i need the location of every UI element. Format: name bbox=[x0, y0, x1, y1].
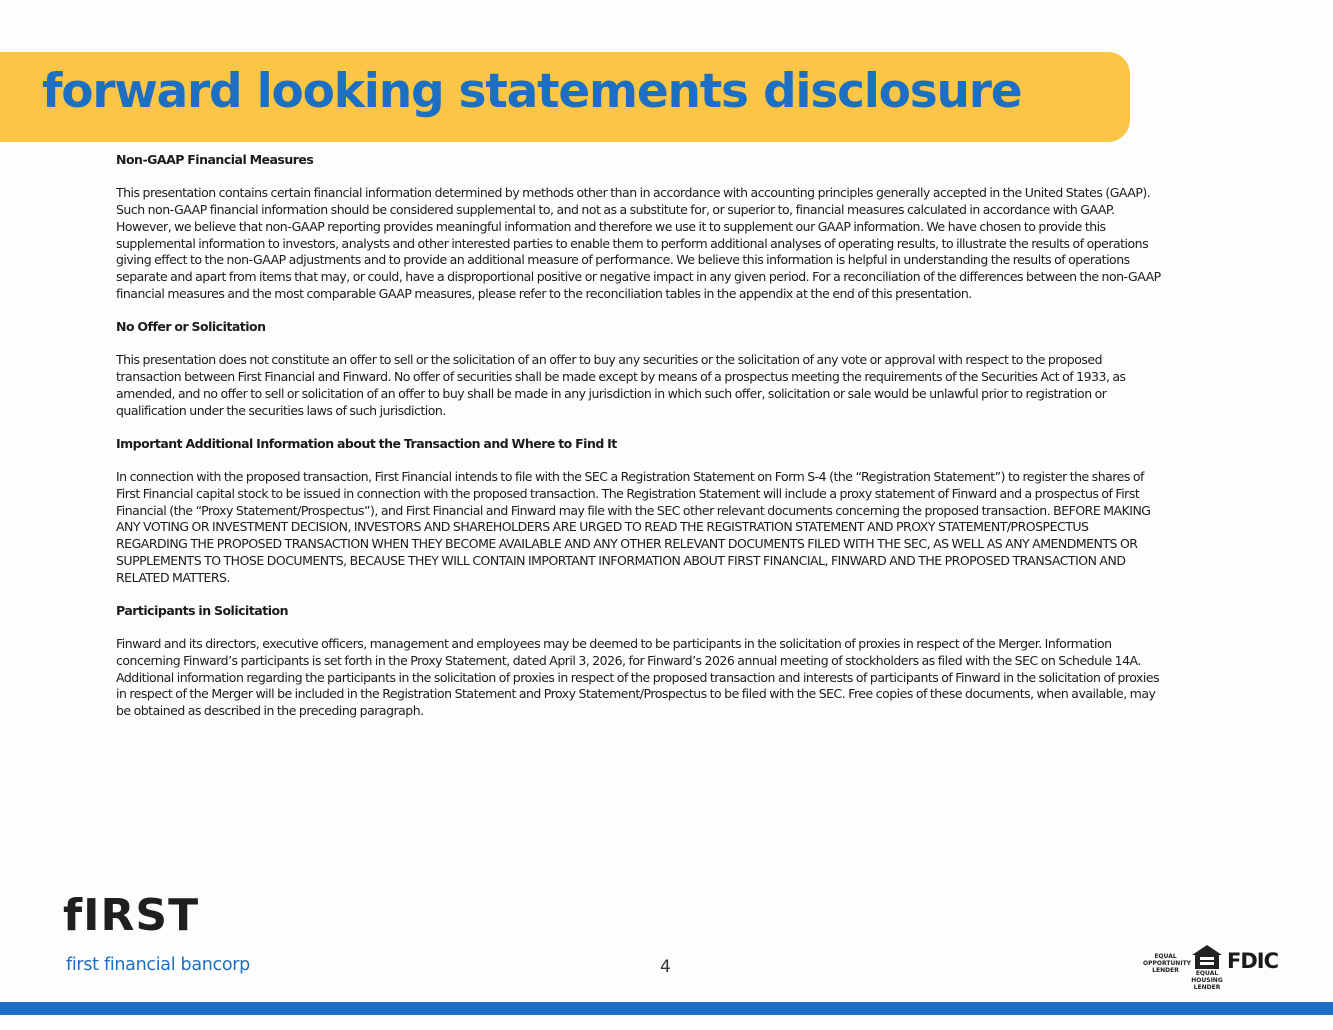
section-heading-no-offer: No Offer or Solicitation bbox=[116, 319, 266, 334]
disclosure-content bbox=[116, 152, 1161, 736]
equal-opportunity-lender-badge: EQUAL OPPORTUNITY LENDER bbox=[1143, 953, 1192, 974]
equal-housing-lender-badge: EQUAL HOUSING LENDER bbox=[1191, 970, 1223, 991]
section-body-no-offer: This presentation does not constitute an offer to sell or the solicitation of an offer to buy any securities or the solicitation of any vote or approval with respect to the proposed transaction between First Financial and Finward. No offer of securities shall be made except by means of a prospectus meeting the requirements of the Securities Act of 1933, as amended, and no offer to sell or solicitation of an offer to buy shall be made in any jurisdiction in which such offer, solicitation or sale would be unlawful prior to registration or qualification under the securities laws of such jurisdiction. bbox=[116, 352, 1126, 418]
section-body-additional-info: In connection with the proposed transaction, First Financial intends to file with the SEC a Registration Statement on Form S-4 (the “Registration Statement”) to register the shares of First Financial capital stock to be issued in connection with the proposed transaction. The Registration Statement will include a proxy statement of Finward and a prospectus of First Financial (the “Proxy Statement/Prospectus”), and First Financial and Finward may file with the SEC other relevant documents concerning the proposed transaction. BEFORE MAKING ANY VOTING OR INVESTMENT DECISION, INVESTORS AND SHAREHOLDERS ARE URGED TO READ THE REGISTRATION STATEMENT AND PROXY STATEMENT/PROSPECTUS REGARDING THE PROPOSED TRANSACTION WHEN THEY BECOME AVAILABLE AND ANY OTHER RELEVANT DOCUMENTS FILED WITH THE SEC, AS WELL AS ANY AMENDMENTS OR SUPPLEMENTS TO THOSE DOCUMENTS, BECAUSE THEY WILL CONTAIN IMPORTANT INFORMATION ABOUT FIRST FINANCIAL, FINWARD AND THE PROPOSED TRANSACTION AND RELATED MATTERS. bbox=[116, 469, 1151, 585]
footer-bar bbox=[0, 1002, 1333, 1015]
section-heading-additional-info: Important Additional Information about the Transaction and Where to Find It bbox=[116, 435, 617, 451]
section-body-participants: Finward and its directors, executive officers, management and employees may be deemed to be participants in the solicitation of proxies in respect of the Merger. Information concerning Finward’s participants is set forth in the Proxy Statement, dated April 3, 2026, for Finward’s 2026 annual meeting of stockholders as filed with the SEC on Schedule 14A. Additional information regarding the participants in the solicitation of proxies in respect of the proposed transaction and interests of participants of Finward in the solicitation of proxies in respect of the Merger will be included in the Registration Statement and Proxy Statement/Prospectus to be filed with the SEC. Free copies of these documents, when available, may be obtained as described in the preceding paragraph. bbox=[116, 636, 1160, 719]
first-logo: fIRST bbox=[63, 890, 200, 941]
section-heading-participants: Participants in Solicitation bbox=[116, 602, 288, 618]
equal-housing-house-icon bbox=[1191, 944, 1223, 970]
fdic-logo: FDIC bbox=[1227, 949, 1279, 973]
section-heading-non-gaap: Non-GAAP Financial Measures bbox=[116, 152, 314, 167]
section-body-non-gaap: This presentation contains certain financial information determined by methods other than in accordance with accounting principles generally accepted in the United States (GAAP). Such non-GAAP financial information should be considered supplemental to, and not as a substitute for, or superior to, financial measures calculated in accordance with GAAP. However, we believe that non-GAAP reporting provides meaningful information and therefore we use it to supplement our GAAP information. We have chosen to provide this supplemental information to investors, analysts and other interested parties to enable them to perform additional analyses of operating results, to illustrate the results of operations giving effect to the non-GAAP adjustments and to provide an additional measure of performance. We believe this information is helpful in understanding the results of operations separate and apart from items that may, or could, have a disproportional positive or negative impact in any given period. For a reconciliation of the differences between the non-GAAP financial measures and the most comparable GAAP measures, please refer to the reconciliation tables in the appendix at the end of this presentation. bbox=[116, 185, 1161, 301]
page-title: forward looking statements disclosure bbox=[42, 64, 1022, 119]
logo-subtitle: first financial bancorp bbox=[66, 955, 250, 975]
page-number: 4 bbox=[660, 957, 671, 977]
